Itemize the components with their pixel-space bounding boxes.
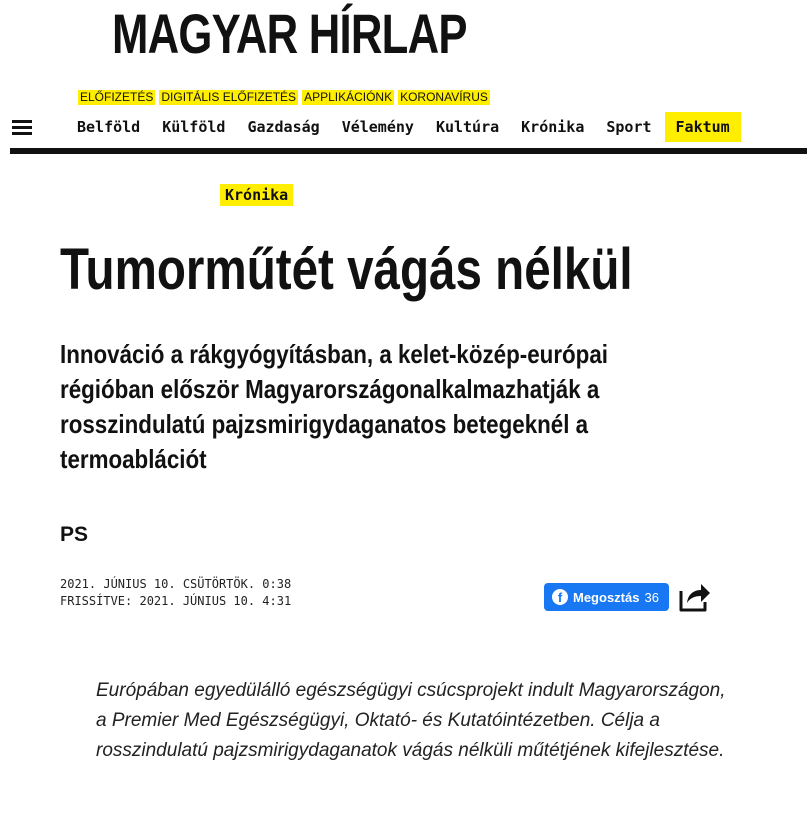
article-title: Tumorműtét vágás nélkül [60, 237, 633, 302]
article-dates [60, 576, 291, 610]
facebook-share-button[interactable] [544, 583, 669, 611]
nav-divider [10, 148, 807, 154]
article-intro: Európában egyedülálló egészségügyi csúcsprojekt indult Magyarországon, a Premier Med Egészségügyi, Oktató- és Kutatóintézetben. Célja a rosszindulatú pajzsmirigydaganatok vágás nélküli műtétjének kifejlesztése. [96, 680, 726, 761]
nav-item-gazdasag[interactable]: Gazdaság [247, 118, 320, 136]
article-lead: Innováció a rákgyógyításban, a kelet-közép-európai régióban először Magyarországonalkalmazhatják a rosszindulatú pajzsmirigydaganatos betegeknél a termoablációt [60, 339, 608, 474]
updated-date: FRISSÍTVE: 2021. JÚNIUS 10. 4:31 [60, 594, 292, 608]
main-nav [0, 112, 807, 154]
nav-item-kultura[interactable]: Kultúra [435, 118, 500, 136]
top-link-subscription[interactable]: ELŐFIZETÉS [80, 90, 154, 104]
published-date: 2021. JÚNIUS 10. CSÜTÖRTÖK. 0:38 [60, 577, 292, 591]
top-link-digital-subscription[interactable]: DIGITÁLIS ELŐFIZETÉS [161, 90, 297, 104]
share-arrow-icon[interactable] [678, 581, 712, 613]
top-link-coronavirus[interactable]: KORONAVÍRUS [400, 90, 488, 104]
facebook-share-label: Megosztás [573, 589, 640, 605]
article-author[interactable]: PS [60, 523, 89, 546]
nav-item-faktum[interactable]: Faktum [665, 112, 741, 142]
top-link-application[interactable]: APPLIKÁCIÓNK [304, 90, 393, 104]
nav-item-belfold[interactable]: Belföld [77, 118, 141, 136]
nav-item-kulfold[interactable]: Külföld [162, 118, 226, 136]
facebook-share-count: 36 [644, 589, 659, 605]
hamburger-menu-icon[interactable] [12, 120, 32, 136]
top-links [78, 90, 490, 105]
nav-item-velemeny[interactable]: Vélemény [341, 118, 414, 136]
nav-items [66, 112, 741, 142]
nav-item-kronika[interactable]: Krónika [521, 118, 585, 136]
site-logo[interactable]: MAGYAR HÍRLAP [112, 2, 467, 65]
article-category-tag[interactable]: Krónika [220, 184, 293, 206]
nav-item-sport[interactable]: Sport [606, 118, 652, 136]
facebook-icon: f [552, 589, 568, 605]
